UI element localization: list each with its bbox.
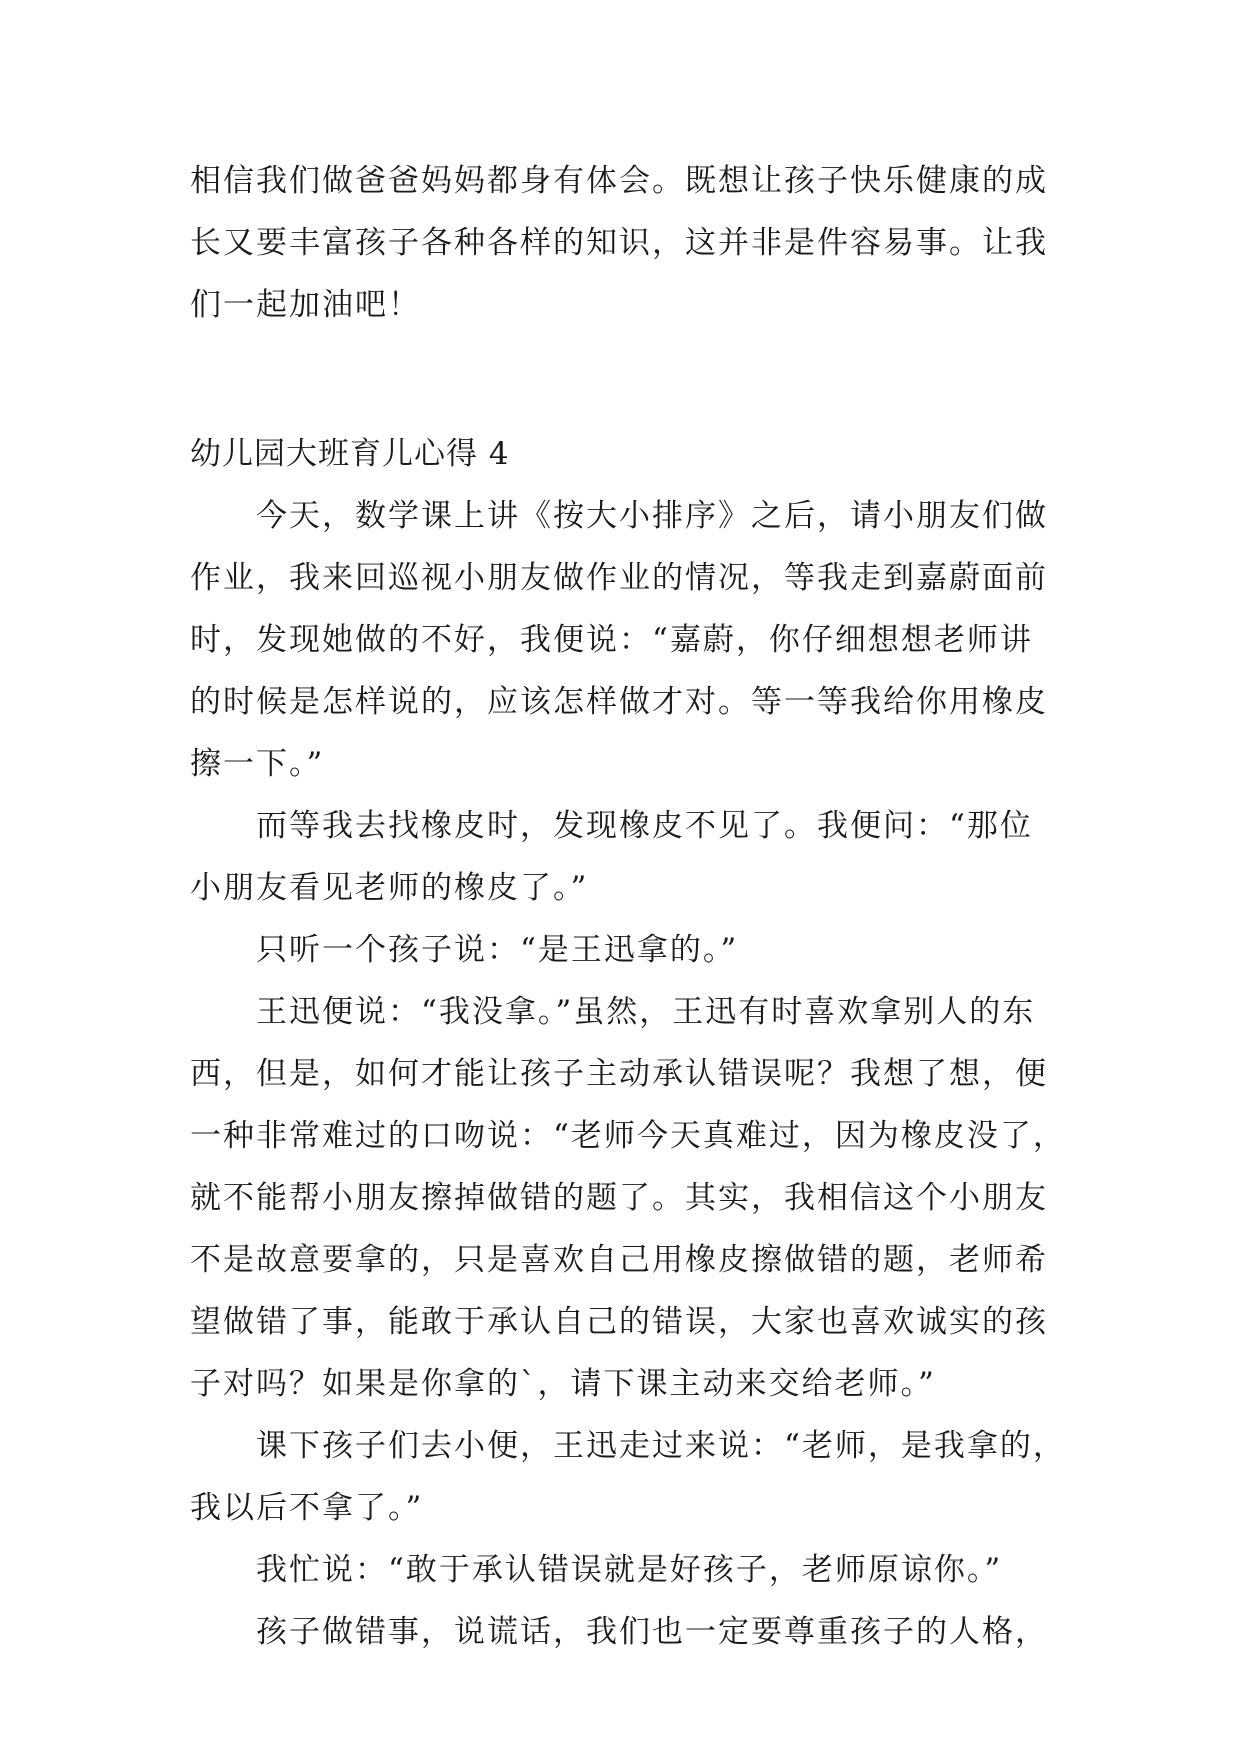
paragraph-1	[190, 485, 1050, 795]
text-line: 今天，数学课上讲《按大小排序》之后，请小朋友们做	[256, 498, 1048, 534]
text-line: 一种非常难过的口吻说：“老师今天真难过，因为橡皮没了，	[190, 1118, 1066, 1154]
text-line: 擦一下。”	[190, 746, 325, 782]
paragraph-5	[190, 1415, 1066, 1539]
text-line: 长又要丰富孩子各种各样的知识，这并非是件容易事。让我	[190, 225, 1048, 261]
text-line: 子对吗？如果是你拿的`，请下课主动来交给老师。”	[190, 1366, 936, 1402]
paragraph-4	[190, 981, 1066, 1415]
intro-paragraph	[190, 150, 1050, 336]
text-line: 西，但是，如何才能让孩子主动承认错误呢？我想了想，便	[190, 1056, 1048, 1092]
paragraph-3	[190, 919, 1050, 981]
paragraph-6	[190, 1539, 1050, 1601]
text-line: 孩子做错事，说谎话，我们也一定要尊重孩子的人格，	[256, 1614, 1048, 1650]
text-line: 不是故意要拿的，只是喜欢自己用橡皮擦做错的题，老师希	[190, 1242, 1048, 1278]
paragraph-2	[190, 795, 1050, 919]
text-line: 课下孩子们去小便，王迅走过来说：“老师，是我拿的，	[256, 1428, 1066, 1464]
text-line: 望做错了事，能敢于承认自己的错误，大家也喜欢诚实的孩	[190, 1304, 1048, 1340]
text-line: 只听一个孩子说：“是王迅拿的。”	[256, 932, 739, 968]
text-line: 我以后不拿了。”	[190, 1490, 424, 1526]
section-spacer	[190, 336, 1050, 423]
document-page	[190, 150, 1066, 1663]
text-line: 时，发现她做的不好，我便说：“嘉蔚，你仔细想想老师讲	[190, 622, 1033, 658]
text-line: 王迅便说：“我没拿。”虽然，王迅有时喜欢拿别人的东	[256, 994, 1036, 1030]
text-line: 小朋友看见老师的橡皮了。”	[190, 870, 589, 906]
text-line: 作业，我来回巡视小朋友做作业的情况，等我走到嘉蔚面前	[190, 560, 1048, 596]
text-line: 的时候是怎样说的，应该怎样做才对。等一等我给你用橡皮	[190, 684, 1048, 720]
section-title: 幼儿园大班育儿心得 4	[190, 436, 510, 472]
text-line: 就不能帮小朋友擦掉做错的题了。其实，我相信这个小朋友	[190, 1180, 1048, 1216]
text-line: 我忙说：“敢于承认错误就是好孩子，老师原谅你。”	[256, 1552, 1003, 1588]
paragraph-7	[190, 1601, 1050, 1663]
text-line: 们一起加油吧！	[190, 287, 421, 323]
text-line: 而等我去找橡皮时，发现橡皮不见了。我便问：“那位	[256, 808, 1033, 844]
text-line: 相信我们做爸爸妈妈都身有体会。既想让孩子快乐健康的成	[190, 163, 1048, 199]
